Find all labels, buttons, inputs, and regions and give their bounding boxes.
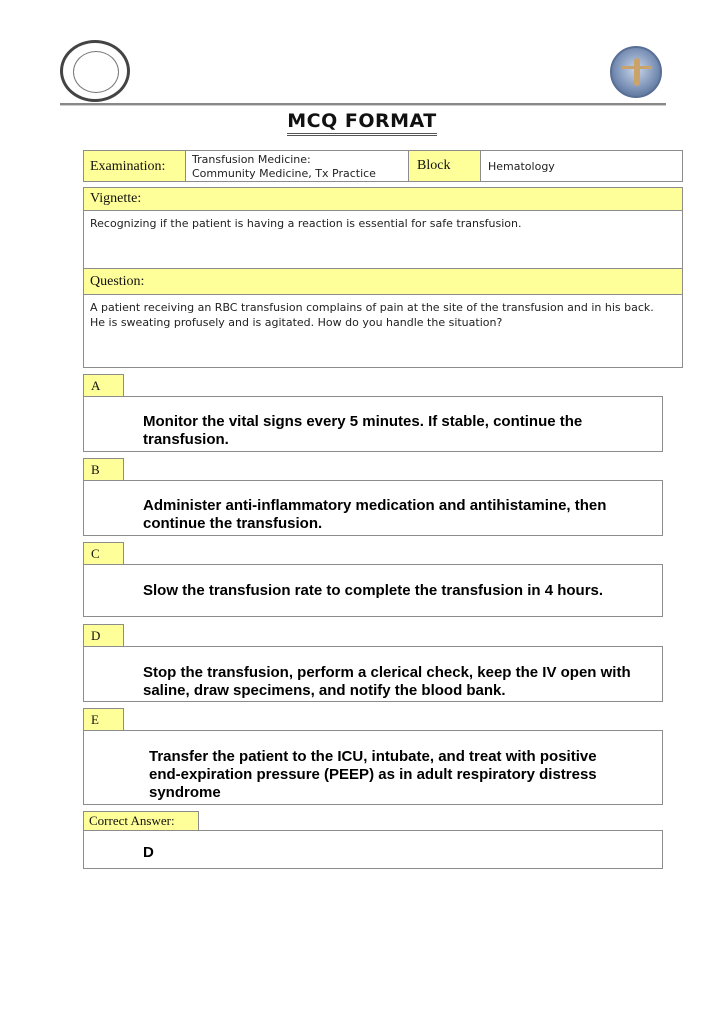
header-divider	[60, 103, 666, 106]
correct-answer-label: Correct Answer:	[89, 813, 175, 828]
option-d-letter: D	[91, 628, 101, 643]
examination-value-line2: Community Medicine, Tx Practice	[192, 167, 376, 180]
examination-value-cell	[185, 150, 409, 182]
question-content	[83, 294, 683, 368]
option-e-text-line2: end-expiration pressure (PEEP) as in adult respiratory distress	[149, 766, 597, 783]
option-c-letter: C	[91, 546, 100, 561]
question-label: Question:	[90, 274, 145, 289]
option-e-letter: E	[91, 712, 99, 727]
correct-answer-box[interactable]	[83, 830, 663, 869]
option-b-text-line2: continue the transfusion.	[143, 515, 323, 532]
option-b-text-line1: Administer anti-inflammatory medication and antihistamine, then	[143, 497, 607, 514]
question-label-bar	[83, 268, 683, 295]
option-b[interactable]	[83, 480, 663, 536]
university-seal-logo	[60, 40, 130, 102]
block-label-cell	[408, 150, 481, 182]
correct-answer-value: D	[143, 844, 154, 861]
vignette-text: Recognizing if the patient is having a reaction is essential for safe transfusion.	[90, 217, 522, 230]
page-title: MCQ FORMAT	[0, 110, 724, 132]
option-d-text-line1: Stop the transfusion, perform a clerical check, keep the IV open with	[143, 664, 631, 681]
option-a-letter: A	[91, 378, 101, 393]
examination-label: Examination:	[90, 159, 166, 174]
examination-value-line1: Transfusion Medicine:	[192, 153, 311, 166]
question-text-line2: He is sweating profusely and is agitated. How do you handle the situation?	[90, 316, 503, 329]
option-d-text-line2: saline, draw specimens, and notify the blood bank.	[143, 682, 506, 699]
block-label: Block	[417, 158, 451, 173]
option-c-text-line1: Slow the transfusion rate to complete the transfusion in 4 hours.	[143, 582, 604, 599]
block-value-cell	[480, 150, 683, 182]
option-b-letter-cell	[83, 458, 124, 481]
vignette-content	[83, 210, 683, 269]
society-emblem-logo	[610, 46, 662, 98]
option-e-text-line3: syndrome	[149, 784, 221, 801]
option-d-letter-cell	[83, 624, 124, 647]
option-e-letter-cell	[83, 708, 124, 731]
option-a-letter-cell	[83, 374, 124, 397]
option-c-letter-cell	[83, 542, 124, 565]
examination-label-cell	[83, 150, 186, 182]
option-a-text-line2: transfusion.	[143, 431, 229, 448]
option-d[interactable]	[83, 646, 663, 702]
option-a[interactable]	[83, 396, 663, 452]
vignette-label-bar	[83, 187, 683, 211]
question-text-line1: A patient receiving an RBC transfusion complains of pain at the site of the transfusion and in his back.	[90, 301, 654, 314]
correct-answer-label-cell	[83, 811, 199, 831]
option-b-letter: B	[91, 462, 100, 477]
option-a-text-line1: Monitor the vital signs every 5 minutes. If stable, continue the	[143, 413, 583, 430]
option-c[interactable]	[83, 564, 663, 617]
option-e-text-line1: Transfer the patient to the ICU, intubate, and treat with positive	[149, 748, 597, 765]
option-e[interactable]	[83, 730, 663, 805]
vignette-label: Vignette:	[90, 191, 142, 206]
block-value: Hematology	[488, 160, 555, 173]
